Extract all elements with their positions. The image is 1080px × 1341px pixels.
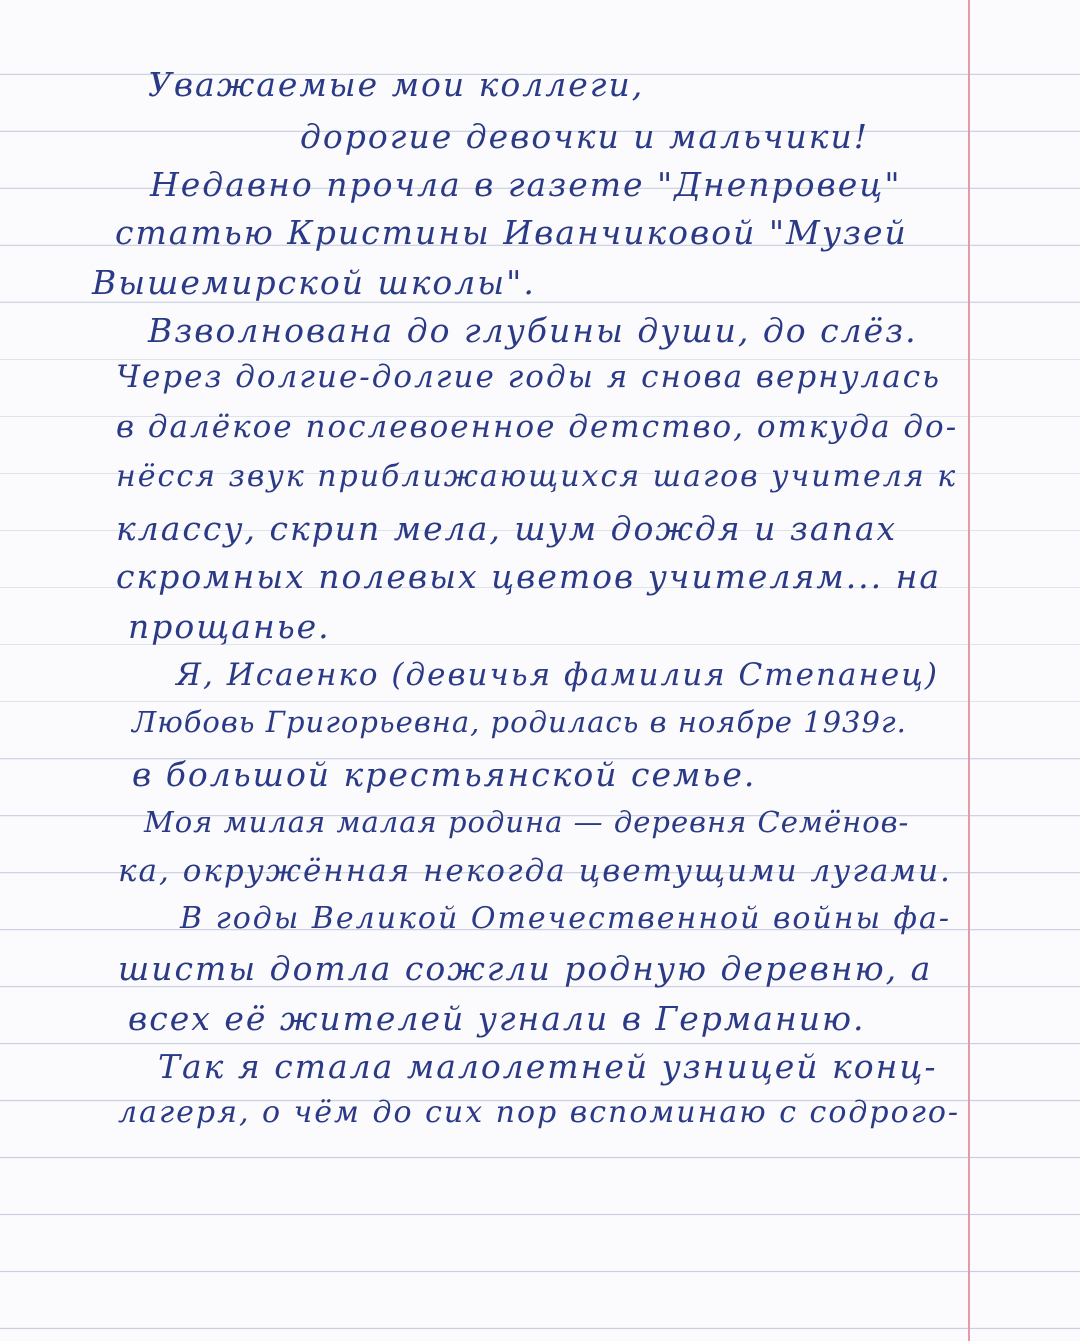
- letter-line: в далёкое послевоенное детство, откуда до-: [116, 409, 959, 445]
- letter-line: Недавно прочла в газете "Днепровец": [150, 165, 902, 204]
- letter-line: Любовь Григорьевна, родилась в ноябре 1939г.: [132, 705, 907, 739]
- greeting-line-1: Уважаемые мои коллеги,: [148, 65, 645, 104]
- letter-line: Я, Исаенко (девичья фамилия Степанец): [176, 657, 939, 693]
- letter-line: Моя милая малая родина — деревня Семёнов-: [144, 805, 910, 839]
- letter-line: классу, скрип мела, шум дождя и запах: [116, 509, 898, 548]
- letter-line: В годы Великой Отечественной войны фа-: [180, 901, 952, 936]
- greeting-line-2: дорогие девочки и мальчики!: [300, 117, 869, 156]
- letter-line: нёсся звук приближающихся шагов учителя к: [116, 459, 958, 494]
- letter-line: лагеря, о чём до сих пор вспоминаю с содрого-: [118, 1095, 961, 1130]
- letter-line: Взволнована до глубины души, до слёз.: [148, 311, 918, 350]
- letter-line: всех её жителей угнали в Германию.: [128, 999, 866, 1038]
- letter-line: Так я стала малолетней узницей конц-: [158, 1047, 938, 1086]
- letter-line: прощанье.: [128, 607, 331, 646]
- letter-line: в большой крестьянской семье.: [132, 755, 757, 794]
- letter-line: статью Кристины Иванчиковой "Музей: [115, 213, 908, 252]
- letter-line: Вышемирской школы".: [92, 263, 536, 302]
- letter-line: ка, окружённая некогда цветущими лугами.: [118, 853, 952, 889]
- letter-line: Через долгие-долгие годы я снова вернулась: [116, 359, 942, 395]
- letter-line: шисты дотла сожгли родную деревню, а: [118, 949, 933, 988]
- letter-line: скромных полевых цветов учителям... на: [116, 557, 942, 596]
- margin-line: [968, 0, 970, 1341]
